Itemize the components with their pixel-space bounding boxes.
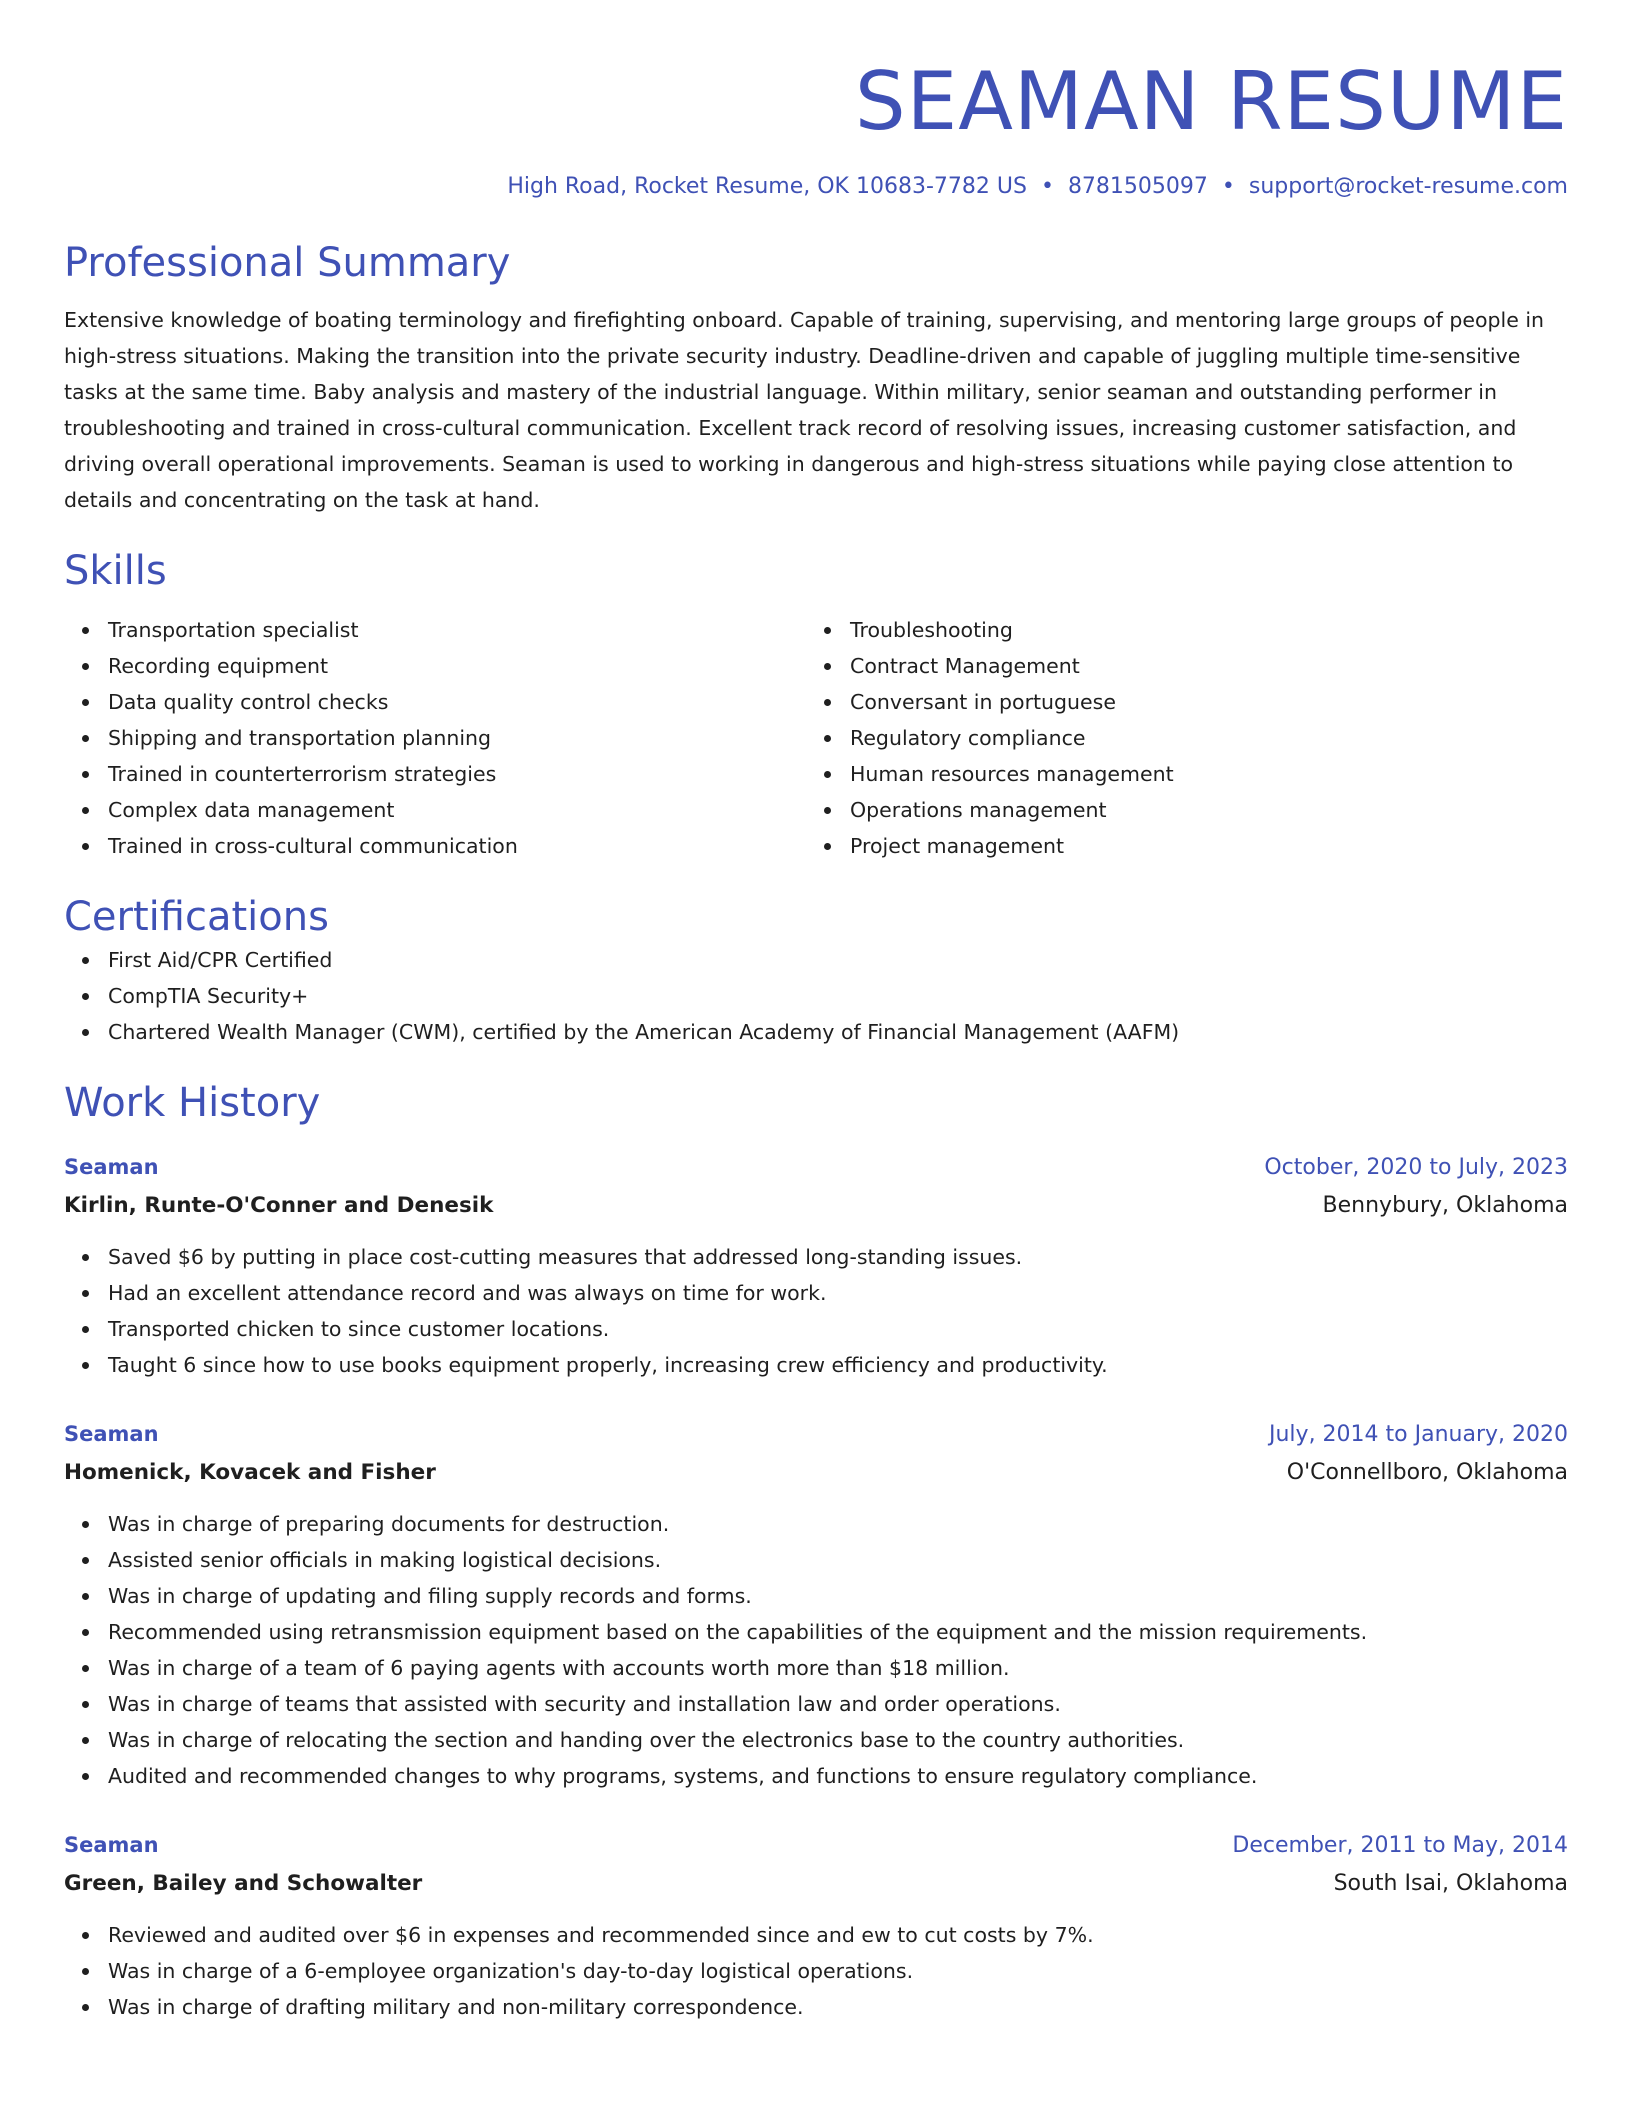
job-dates: October, 2020 to July, 2023 [1264, 1155, 1568, 1180]
resume-header [64, 0, 1568, 202]
job-title: Seaman [64, 1833, 159, 1857]
skill-item: Contract Management [806, 648, 1548, 684]
job-title: Seaman [64, 1155, 159, 1179]
job-duty: Saved $6 by putting in place cost-cutting measures that addressed long-standing issues. [64, 1239, 1568, 1275]
contact-address: High Road, Rocket Resume, OK 10683-7782 US [507, 174, 1027, 199]
job-location: O'Connellboro, Oklahoma [1286, 1460, 1568, 1485]
skill-item: Shipping and transportation planning [64, 720, 806, 756]
skills-columns [64, 612, 1568, 864]
job-company-row [64, 1865, 1568, 1903]
skills-right-list [806, 612, 1548, 864]
certification-item: CompTIA Security+ [64, 978, 1568, 1014]
skill-item: Trained in counterterrorism strategies [64, 756, 806, 792]
job-duty: Was in charge of teams that assisted with security and installation law and order operations. [64, 1686, 1568, 1722]
skill-item: Project management [806, 828, 1548, 864]
job-entry [64, 1415, 1568, 1794]
job-entry [64, 1826, 1568, 2025]
job-duty: Transported chicken to since customer locations. [64, 1311, 1568, 1347]
job-duty: Was in charge of a team of 6 paying agents with accounts worth more than $18 million. [64, 1650, 1568, 1686]
job-duty: Audited and recommended changes to why programs, systems, and functions to ensure regulatory compliance. [64, 1758, 1568, 1794]
job-company: Homenick, Kovacek and Fisher [64, 1460, 436, 1485]
job-header-row [64, 1826, 1568, 1865]
skill-item: Transportation specialist [64, 612, 806, 648]
job-duty: Assisted senior officials in making logistical decisions. [64, 1542, 1568, 1578]
contact-email[interactable]: support@rocket-resume.com [1248, 174, 1568, 199]
certifications-heading: Certifications [64, 894, 329, 940]
skill-item: Recording equipment [64, 648, 806, 684]
job-duty: Taught 6 since how to use books equipment properly, increasing crew efficiency and productivity. [64, 1347, 1568, 1383]
resume-page [64, 0, 1568, 2025]
job-duty: Was in charge of drafting military and non-military correspondence. [64, 1989, 1568, 2025]
skill-item: Human resources management [806, 756, 1548, 792]
job-location: Bennybury, Oklahoma [1322, 1193, 1568, 1218]
job-duty: Had an excellent attendance record and was always on time for work. [64, 1275, 1568, 1311]
job-duty: Was in charge of updating and filing supply records and forms. [64, 1578, 1568, 1614]
certification-item: Chartered Wealth Manager (CWM), certified by the American Academy of Financial Management (AAFM) [64, 1014, 1568, 1050]
skill-item: Regulatory compliance [806, 720, 1548, 756]
job-dates: December, 2011 to May, 2014 [1232, 1833, 1568, 1858]
skills-left-list [64, 612, 806, 864]
certifications-list [64, 942, 1568, 1050]
job-duty: Recommended using retransmission equipment based on the capabilities of the equipment and the mission requirements. [64, 1614, 1568, 1650]
job-duties-list [64, 1239, 1568, 1383]
skill-item: Troubleshooting [806, 612, 1548, 648]
job-duties-list [64, 1506, 1568, 1794]
job-duty: Reviewed and audited over $6 in expenses and recommended since and ew to cut costs by 7%. [64, 1917, 1568, 1953]
job-duty: Was in charge of relocating the section and handing over the electronics base to the country authorities. [64, 1722, 1568, 1758]
skill-item: Operations management [806, 792, 1548, 828]
summary-text: Extensive knowledge of boating terminology and firefighting onboard. Capable of training, supervising, and mentoring large groups of people in high-stress situations. Making the transition into the private security industry. Deadline-driven and capable of juggling multiple time-sensitive tasks at the same time. Baby analysis and mastery of the industrial language. Within military, senior seaman and outstanding performer in troubleshooting and trained in cross-cultural communication. Excellent track record of resolving issues, increasing customer satisfaction, and driving overall operational improvements. Seaman is used to working in dangerous and high-stress situations while paying close attention to details and concentrating on the task at hand. [64, 308, 1545, 512]
job-company-row [64, 1454, 1568, 1492]
job-company: Green, Bailey and Schowalter [64, 1871, 423, 1896]
job-location: South Isai, Oklahoma [1333, 1871, 1568, 1896]
skill-item: Trained in cross-cultural communication [64, 828, 806, 864]
certification-item: First Aid/CPR Certified [64, 942, 1568, 978]
job-company: Kirlin, Runte-O'Conner and Denesik [64, 1193, 494, 1218]
summary-heading: Professional Summary [64, 240, 511, 286]
work-history-heading: Work History [64, 1080, 321, 1126]
job-dates: July, 2014 to January, 2020 [1269, 1422, 1568, 1447]
job-header-row [64, 1148, 1568, 1187]
skill-item: Data quality control checks [64, 684, 806, 720]
skill-item: Conversant in portuguese [806, 684, 1548, 720]
contact-separator: • [1040, 174, 1054, 199]
job-duty: Was in charge of preparing documents for destruction. [64, 1506, 1568, 1542]
resume-name: SEAMAN RESUME [854, 55, 1568, 148]
job-duties-list [64, 1917, 1568, 2025]
job-company-row [64, 1187, 1568, 1225]
job-entry [64, 1148, 1568, 1383]
job-header-row [64, 1415, 1568, 1454]
skills-heading: Skills [64, 548, 167, 594]
contact-line [64, 172, 1568, 202]
skill-item: Complex data management [64, 792, 806, 828]
contact-phone: 8781505097 [1067, 174, 1208, 199]
job-duty: Was in charge of a 6-employee organization's day-to-day logistical operations. [64, 1953, 1568, 1989]
job-title: Seaman [64, 1422, 159, 1446]
contact-separator: • [1221, 174, 1235, 199]
